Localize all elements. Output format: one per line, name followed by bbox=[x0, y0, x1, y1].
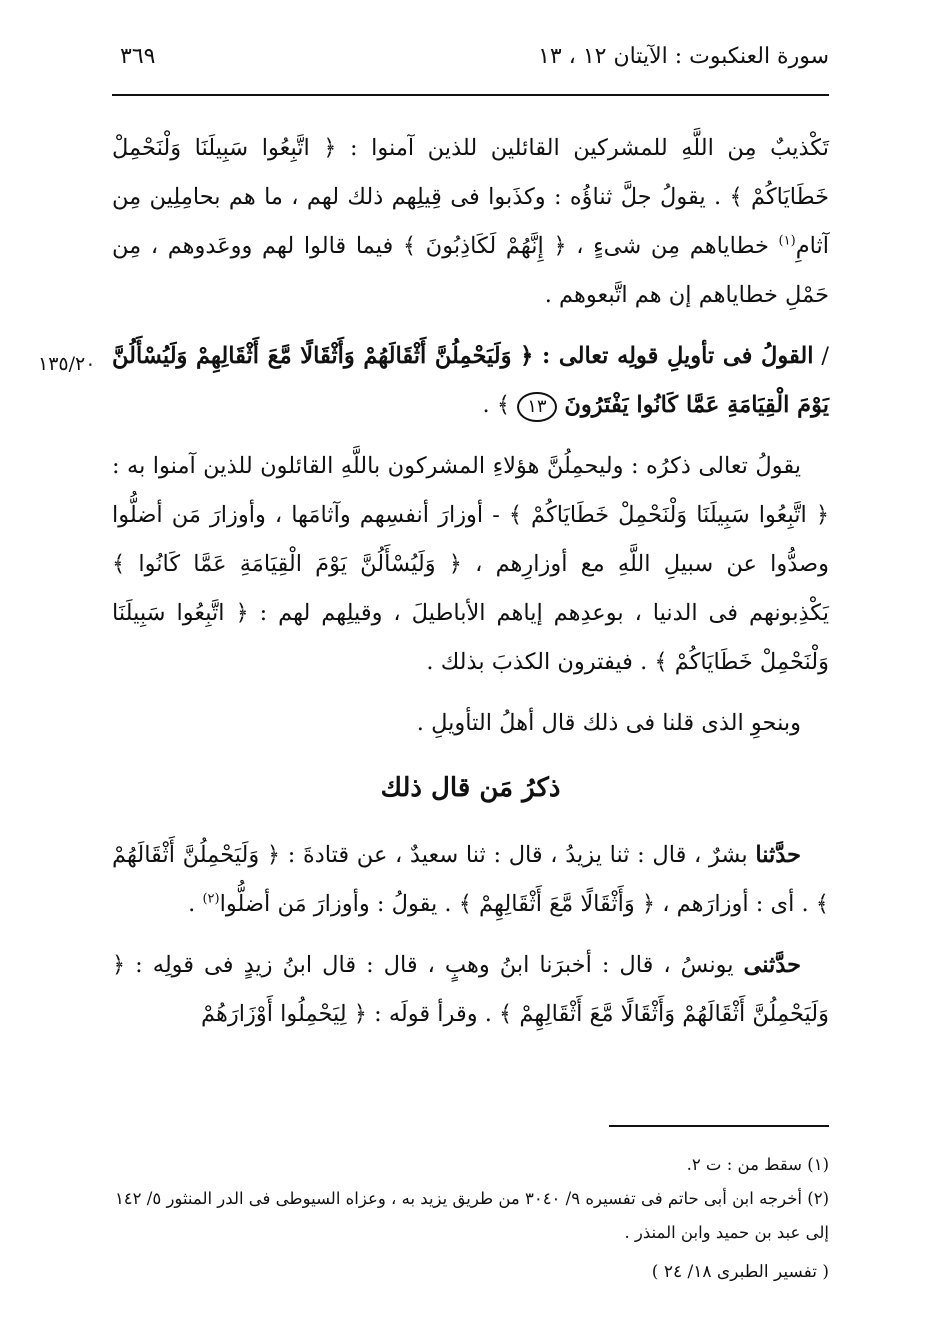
paragraph-5-tail: . bbox=[188, 891, 203, 917]
paragraph-3: يقولُ تعالى ذكرُه : وليحمِلُنَّ هؤلاءِ المشركون باللَّهِ القائلون للذين آمنوا به : ﴿ اتَّبِعُوا سَبِيلَنَا وَلْنَحْمِلْ خَطَايَاكُمْ ﴾ - أوزارَ أنفسِهم وآثامَها ، وأوزارَ مَن أضلُّوا وصدُّوا عن سبيلِ اللَّهِ مع أوزارِهم ، ﴿ وَلَيُسْأَلُنَّ يَوْمَ الْقِيَامَةِ عَمَّا كَانُوا ﴾ يَكْذِبونهم فى الدنيا ، بوعدِهم إياهم الأباطيلَ ، وقيلِهم لهم : ﴿ اتَّبِعُوا سَبِيلَنَا وَلْنَحْمِلْ خَطَايَاكُمْ ﴾ . فيفترون الكذبَ بذلك . bbox=[112, 453, 829, 675]
paragraph-1-tail: خطاياهم مِن شىءٍ ، ﴿ إِنَّهُمْ لَكَاذِبُونَ ﴾ فيما قالوا لهم ووعَدوهم ، مِن حَمْلِ خطاياهم إن هم اتَّبعوهم . bbox=[112, 233, 829, 308]
margin-reference: ١٣٥/٢٠ bbox=[38, 353, 96, 375]
page-header bbox=[112, 44, 829, 84]
paragraph-5 bbox=[112, 831, 829, 929]
tafsir-heading-label: القولُ فى تأويلِ قولِه تعالى : bbox=[541, 343, 814, 369]
paragraph-6-text: يونسُ ، قال : أخبرَنا ابنُ وهبٍ ، قال : قال ابنُ زيدٍ فى قولِه : ﴿ وَلَيَحْمِلُنَّ أَثْقَالَهُمْ وَأَثْقَالًا مَّعَ أَثْقَالِهِمْ ﴾ . وقرأ قولَه : ﴿ لِيَحْمِلُوا أَوْزَارَهُمْ bbox=[112, 952, 829, 1027]
footnote-1: (١) سقط من : ت ٢. bbox=[686, 1155, 829, 1174]
paragraph-1 bbox=[112, 124, 829, 320]
running-title: سورة العنكبوت : الآيتان ١٢ ، ١٣ bbox=[538, 44, 829, 69]
footnote-marker-2: (٢) bbox=[202, 891, 220, 907]
paragraph-5-text: بشرٌ ، قال : ثنا يزيدُ ، قال : ثنا سعيدٌ ، عن قتادةَ : ﴿ وَلَيَحْمِلُنَّ أَثْقَالَهُمْ ﴾ . أى : أوزارَهم ، ﴿ وَأَثْقَالًا مَّعَ أَثْقَالِهِمْ ﴾ . يقولُ : وأوزارَ مَن أضلُّوا bbox=[112, 842, 829, 917]
footnote-rule bbox=[609, 1125, 829, 1127]
quran-verse: ﴿ وَلَيَحْمِلُنَّ أَثْقَالَهُمْ وَأَثْقَالًا مَّعَ أَثْقَالِهِمْ وَلَيُسْأَلُنَّ يَوْمَ الْقِيَامَةِ عَمَّا كَانُوا يَفْتَرُونَ bbox=[112, 343, 829, 418]
footnote-marker-1: (١) bbox=[778, 233, 796, 249]
ayah-number: ١٣ bbox=[517, 392, 556, 422]
footnotes bbox=[112, 1148, 829, 1250]
paragraph-6 bbox=[112, 941, 829, 1039]
narration-label-1: حدَّثنا bbox=[755, 842, 801, 868]
narration-label-2: حدَّثنى bbox=[743, 952, 801, 978]
paragraph-4: وبنحوِ الذى قلنا فى ذلك قال أهلُ التأويلِ . bbox=[416, 710, 801, 736]
section-heading: ذكرُ مَن قال ذلك bbox=[380, 773, 561, 803]
main-text bbox=[112, 124, 829, 1051]
quran-verse-end: ﴾ . bbox=[482, 392, 518, 418]
paragraph-1-text: تَكْذيبٌ مِن اللَّهِ للمشركين القائلين للذين آمنوا : ﴿ اتَّبِعُوا سَبِيلَنَا وَلْنَحْمِلْ خَطَايَاكُمْ ﴾ . يقولُ جلَّ ثناؤُه : وكذَبوا فى قِيلِهم ذلك لهم ، ما هم بحامِلِين مِن آثامِ bbox=[112, 135, 829, 259]
page-footer: ( تفسير الطبرى ١٨/ ٢٤ ) bbox=[651, 1262, 829, 1282]
footnote-2: (٢) أخرجه ابن أبى حاتم فى تفسيره ٩/ ٣٠٤٠ من طريق يزيد به ، وعزاه السيوطى فى الدر المنثور ٥/ ١٤٢ إلى عبد بن حميد وابن المنذر . bbox=[114, 1189, 829, 1242]
paragraph-2: / القولُ فى تأويلِ قولِه تعالى : ﴿ وَلَيَحْمِلُنَّ أَثْقَالَهُمْ وَأَثْقَالًا مَّعَ أَثْقَالِهِمْ وَلَيُسْأَلُنَّ يَوْمَ الْقِيَامَةِ عَمَّا كَانُوا يَفْتَرُونَ ١٣ ﴾ . bbox=[112, 332, 829, 430]
header-rule bbox=[112, 94, 829, 96]
page-number: ٣٦٩ bbox=[120, 44, 156, 69]
